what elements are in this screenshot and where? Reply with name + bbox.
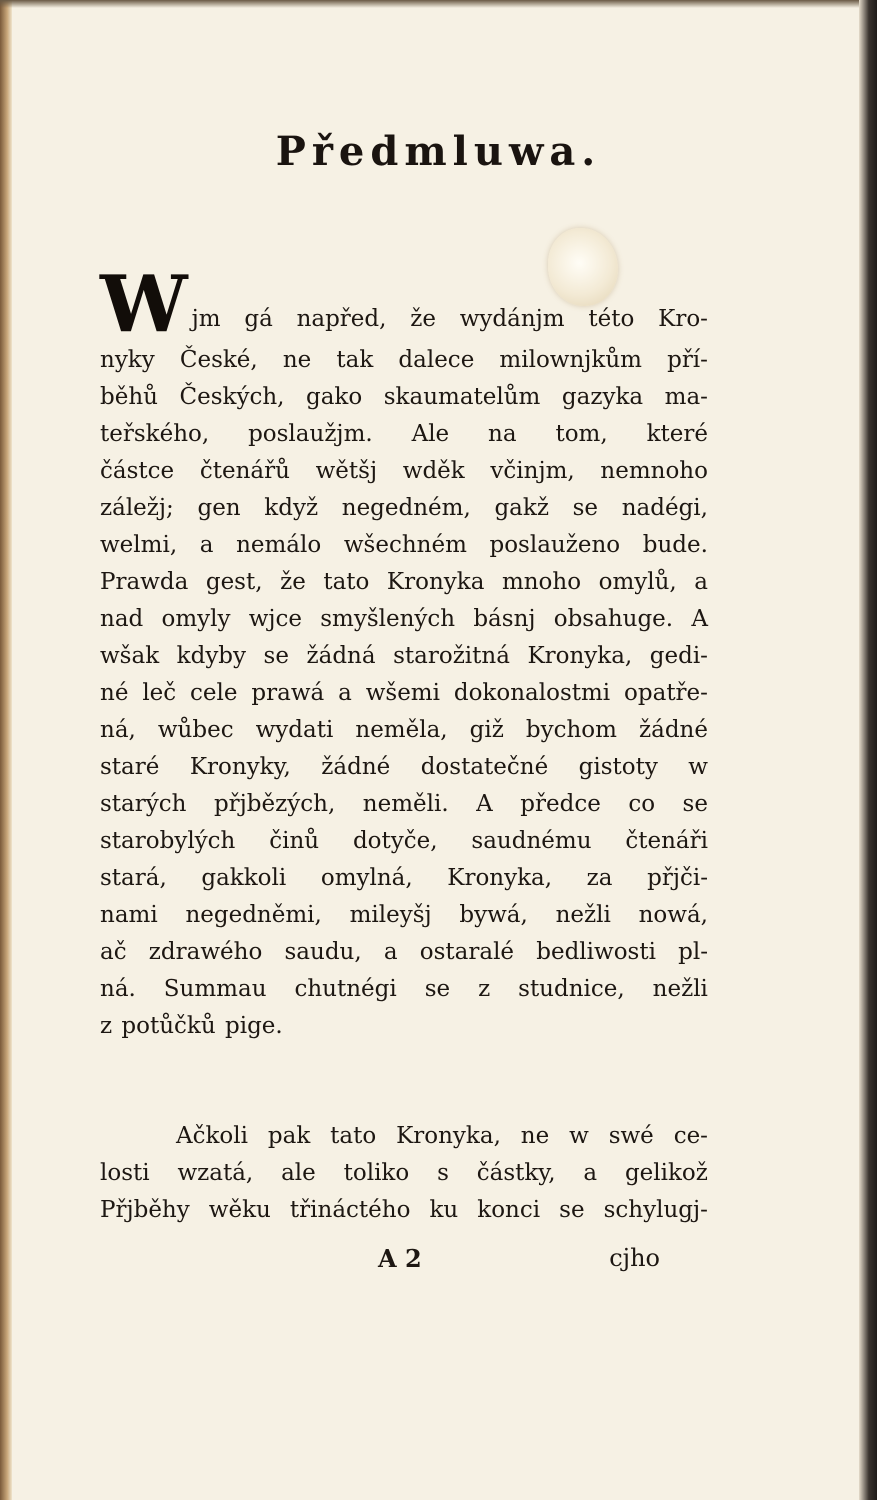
scan-top-edge: [0, 0, 877, 8]
page-title: Předmluwa.: [275, 128, 602, 175]
paragraph-2: [100, 1118, 708, 1229]
text-line: starobylých činů dotyče, saudnému čtenáři: [100, 828, 708, 854]
text-line: teřského, poslaužjm. Ale na tom, které: [100, 421, 708, 447]
text-line: stará, gakkoli omylná, Kronyka, za přjči-: [100, 865, 708, 891]
paragraph-1: [100, 259, 708, 1045]
text-line: Prawda gest, že tato Kronyka mnoho omylů, a: [100, 569, 708, 595]
signature-mark: A 2: [378, 1244, 422, 1273]
text-line: ač zdrawého saudu, a ostaralé bedliwosti pl-: [100, 939, 708, 965]
text-line: záležj; gen když negedném, gakž se nadégi,: [100, 495, 708, 521]
text-line: z potůčků pige.: [100, 1013, 283, 1039]
drop-cap: W: [100, 259, 188, 350]
scan-left-edge: [0, 0, 12, 1500]
text-line: běhů Českých, gako skaumatelům gazyka ma-: [100, 384, 708, 410]
page-footer: [100, 1244, 660, 1273]
text-line: Ačkoli pak tato Kronyka, ne w swé ce-: [176, 1123, 708, 1149]
text-line: částce čtenářů wětšj wděk včinjm, nemnoho: [100, 458, 708, 484]
text-line: welmi, a nemálo wšechném poslauženo bude.: [100, 532, 708, 558]
text-line: nad omyly wjce smyšlených básnj obsahuge. A: [100, 606, 708, 632]
text-line: Přjběhy wěku třináctého ku konci se schylugj-: [100, 1197, 708, 1223]
first-line: [100, 259, 708, 350]
text-line: ná. Summau chutnégi se z studnice, nežli: [100, 976, 708, 1002]
text-line: jm gá napřed, že wydánjm této Kro-: [191, 306, 708, 332]
catchword: cjho: [609, 1244, 660, 1272]
text-line: né leč cele prawá a wšemi dokonalostmi opatře-: [100, 680, 708, 706]
text-line: starých přjbězých, neměli. A předce co se: [100, 791, 708, 817]
scan-right-edge: [859, 0, 877, 1500]
text-line: nyky České, ne tak dalece milownjkům pří-: [100, 347, 708, 373]
text-line: losti wzatá, ale toliko s částky, a gelikož: [100, 1160, 708, 1186]
text-line: staré Kronyky, žádné dostatečné gistoty w: [100, 754, 708, 780]
text-line: wšak kdyby se žádná starožitná Kronyka, gedi-: [100, 643, 708, 669]
text-line: ná, wůbec wydati neměla, giž bychom žádné: [100, 717, 708, 743]
text-line: nami negedněmi, mileyšj bywá, nežli nowá,: [100, 902, 708, 928]
